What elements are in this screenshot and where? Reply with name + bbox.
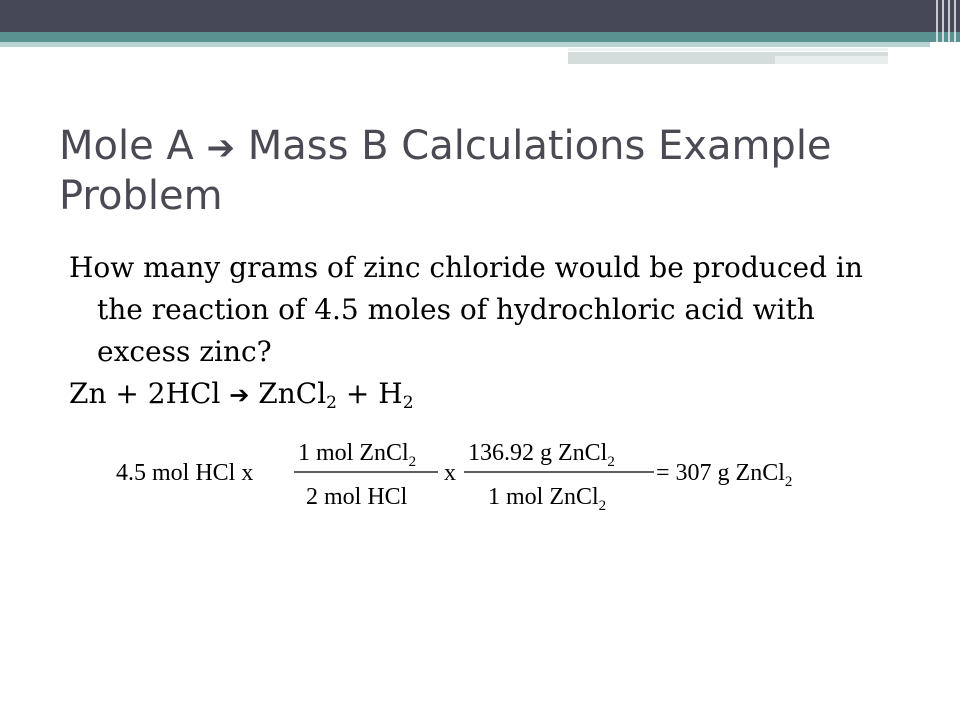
stoichiometry-calculation <box>116 428 836 518</box>
accent-bar-light <box>0 42 930 47</box>
product-zncl: ZnCl <box>258 377 327 410</box>
title-part2: Mass B Calculations Example Problem <box>59 123 832 219</box>
header-bar <box>0 0 960 32</box>
frac2-denominator: 1 mol ZnCl$_2$ <box>488 484 607 514</box>
product-h: + H <box>345 377 403 410</box>
calc-start: 4.5 mol HCl x <box>116 460 254 486</box>
arrow-icon: ➔ <box>229 381 250 409</box>
calc-result: = 307 g ZnCl$_2$ <box>656 460 793 490</box>
frac1-numerator: 1 mol ZnCl$_2$ <box>298 440 417 470</box>
arrow-icon: ➔ <box>206 128 236 168</box>
reactants: Zn + 2HCl <box>69 377 221 410</box>
slide-title <box>59 122 919 220</box>
edge-stripes <box>930 0 960 64</box>
accent-bar <box>0 32 960 42</box>
times-sign: x <box>444 460 456 486</box>
title-part1: Mole A <box>59 123 194 169</box>
frac2-numerator: 136.92 g ZnCl$_2$ <box>468 440 615 470</box>
calculation-figure <box>116 428 836 518</box>
subscript: 2 <box>402 393 414 413</box>
decorative-block-small <box>775 56 888 64</box>
frac1-denominator: 2 mol HCl <box>306 484 408 510</box>
question-text: How many grams of zinc chloride would be produced in the reaction of 4.5 moles of hydrochloric acid with excess zinc? <box>69 251 863 368</box>
decorative-line <box>568 48 888 51</box>
reaction-equation <box>69 373 869 416</box>
subscript: 2 <box>326 393 337 413</box>
slide-body <box>69 247 869 416</box>
